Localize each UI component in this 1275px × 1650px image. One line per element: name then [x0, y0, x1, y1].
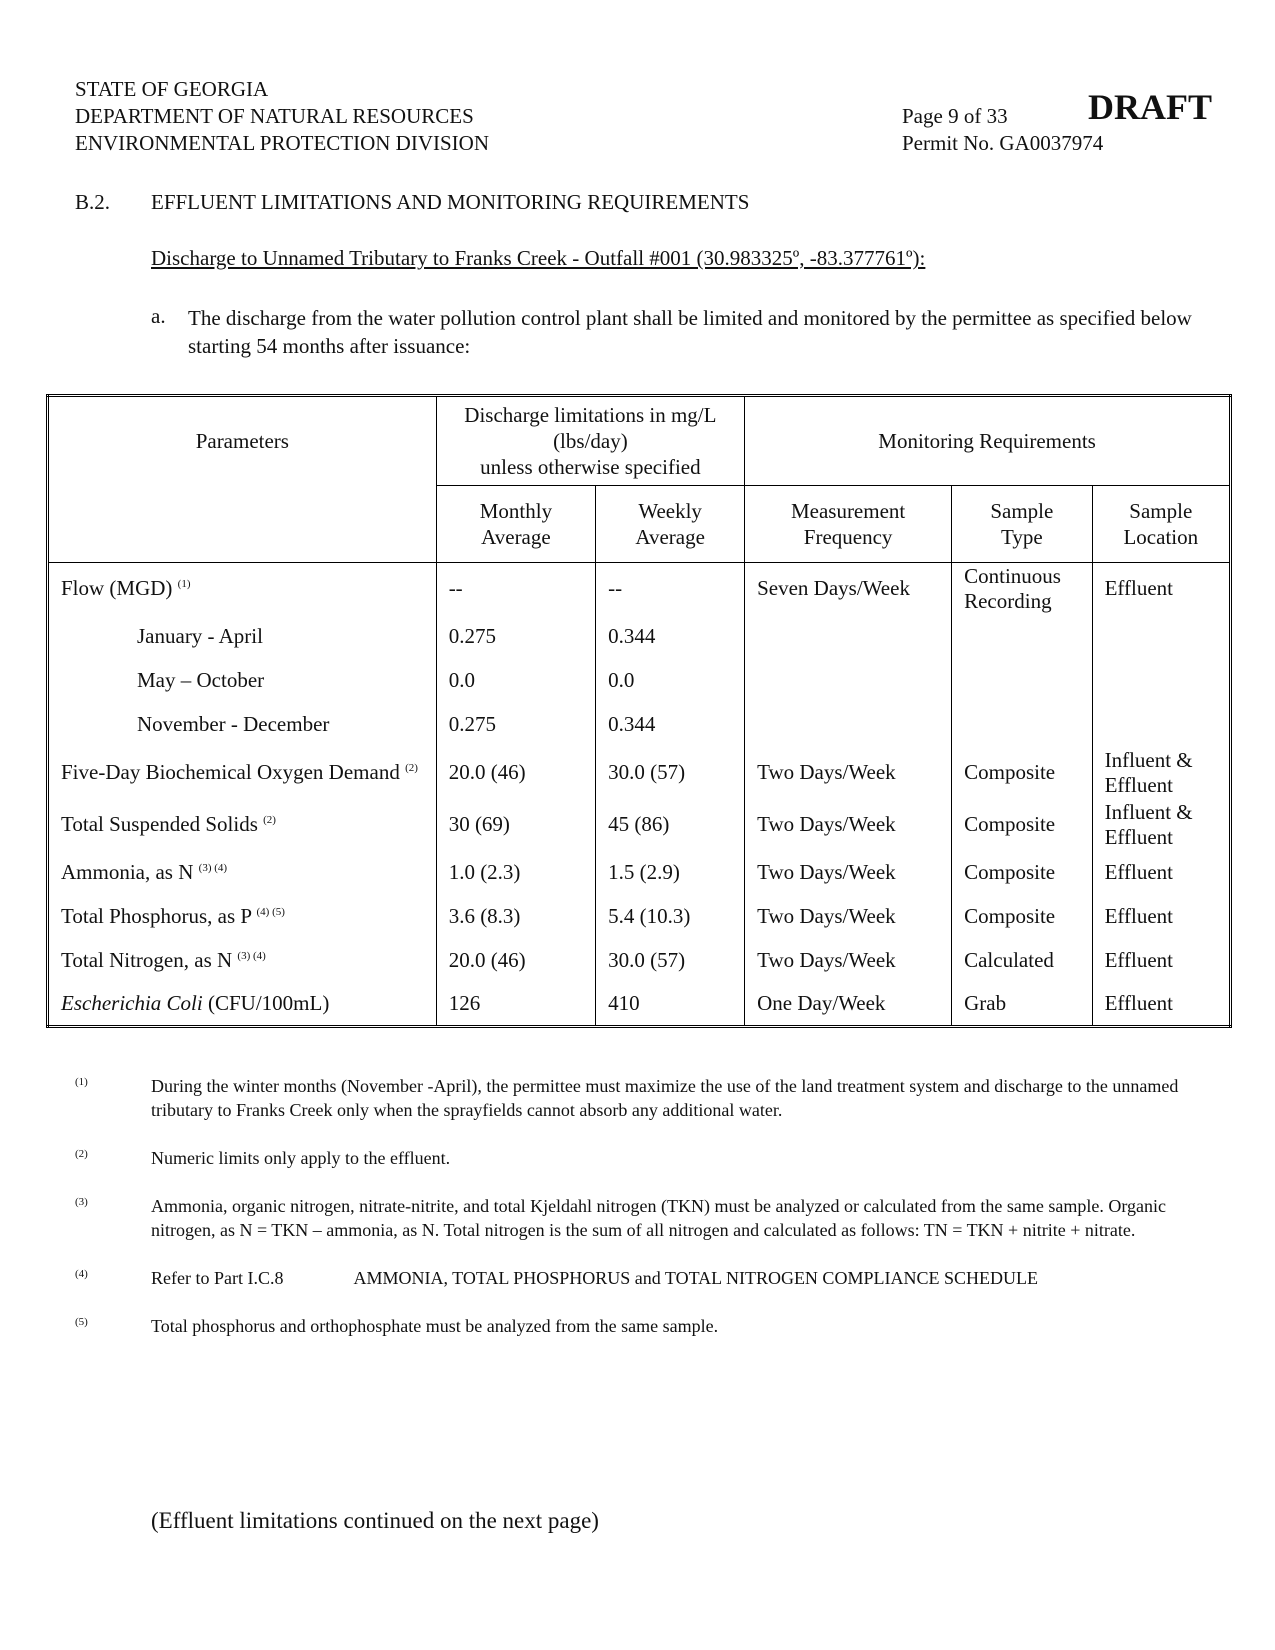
footnote-mark: (4)	[75, 1268, 88, 1280]
discharge-heading: Discharge to Unnamed Tributary to Franks Creek - Outfall #001 (30.983325º, -83.377761º):	[151, 246, 926, 270]
footnote	[75, 1314, 1205, 1338]
monthly-average-cell: 30 (69)	[436, 799, 595, 851]
footnote	[75, 1194, 1205, 1242]
frequency-cell: Two Days/Week	[745, 747, 952, 799]
row-parameter	[48, 563, 437, 615]
frequency-cell: Two Days/Week	[745, 939, 952, 983]
header-monthly-average	[436, 486, 595, 563]
header-monitoring: Monitoring Requirements	[745, 396, 1231, 486]
row-parameter	[48, 983, 437, 1027]
parameter-name: Five-Day Biochemical Oxygen Demand	[61, 760, 400, 784]
sample-location-cell: Effluent	[1092, 851, 1230, 895]
header-sample-location	[1092, 486, 1230, 563]
footnote-reference: Refer to Part I.C.8	[151, 1268, 284, 1288]
table-row	[48, 799, 1231, 851]
frequency-cell: Two Days/Week	[745, 799, 952, 851]
row-parameter	[48, 895, 437, 939]
row-parameter	[48, 939, 437, 983]
row-parameter	[48, 851, 437, 895]
sample-location-cell: Effluent	[1092, 563, 1230, 615]
footnote-ref: (3) (4)	[237, 950, 266, 962]
sample-location-cell: Influent & Effluent	[1092, 799, 1230, 851]
sample-location-cell	[1092, 615, 1230, 659]
sample-type-cell	[952, 659, 1092, 703]
footnote	[75, 1074, 1205, 1122]
footnotes	[75, 1074, 1205, 1362]
row-parameter	[48, 747, 437, 799]
footnote-ref: (4) (5)	[256, 906, 285, 918]
page-info	[902, 103, 1103, 157]
sample-location-cell	[1092, 703, 1230, 747]
header-monthly-line1: Monthly	[479, 499, 553, 523]
footnote-text: Total phosphorus and orthophosphate must be analyzed from the same sample.	[151, 1316, 719, 1336]
sample-location-cell: Effluent	[1092, 939, 1230, 983]
monthly-average-cell: 0.0	[436, 659, 595, 703]
weekly-average-cell: 410	[596, 983, 745, 1027]
header-monthly-line2: Average	[481, 525, 551, 549]
sample-location-cell	[1092, 659, 1230, 703]
header-discharge-line1: Discharge limitations in mg/L	[464, 403, 717, 427]
header-freq-line2: Frequency	[803, 525, 893, 549]
header-discharge-limitations	[436, 396, 744, 486]
footnote-ref: (3) (4)	[198, 862, 228, 874]
weekly-average-cell: 30.0 (57)	[596, 747, 745, 799]
table-row	[48, 563, 1231, 615]
row-parameter	[48, 799, 437, 851]
table-row	[48, 851, 1231, 895]
agency-division: ENVIRONMENTAL PROTECTION DIVISION	[75, 131, 490, 155]
page-number: Page 9 of 33	[902, 104, 1008, 128]
header-parameters-blank	[48, 486, 437, 563]
weekly-average-cell: 0.344	[596, 615, 745, 659]
permit-number: Permit No. GA0037974	[902, 131, 1104, 155]
frequency-cell: Two Days/Week	[745, 895, 952, 939]
parameter-name: Flow (MGD)	[61, 576, 173, 601]
frequency-cell: Seven Days/Week	[745, 563, 952, 615]
effluent-limits-table	[46, 394, 1232, 1028]
footnote-text: Numeric limits only apply to the effluent.	[151, 1148, 451, 1168]
continued-note: (Effluent limitations continued on the next page)	[151, 1508, 599, 1533]
sample-type-cell	[952, 615, 1092, 659]
sample-type-cell: Composite	[952, 895, 1092, 939]
row-parameter: November - December	[48, 703, 437, 747]
parameter-name: Total Phosphorus, as P	[61, 904, 252, 928]
footnote-ref: (1)	[177, 578, 191, 591]
header-discharge-line3: unless otherwise specified	[480, 455, 701, 479]
footnote-text	[151, 1266, 1205, 1290]
row-parameter: May – October	[48, 659, 437, 703]
weekly-average-cell: 30.0 (57)	[596, 939, 745, 983]
monthly-average-cell: 0.275	[436, 615, 595, 659]
header-discharge-line2: (lbs/day)	[553, 429, 628, 453]
sample-type-cell: Composite	[952, 799, 1092, 851]
weekly-average-cell: 45 (86)	[596, 799, 745, 851]
sample-type-cell: Calculated	[952, 939, 1092, 983]
sample-type-cell: Grab	[952, 983, 1092, 1027]
footnote-mark: (1)	[75, 1076, 88, 1088]
footnote	[75, 1266, 1205, 1290]
weekly-average-cell: 5.4 (10.3)	[596, 895, 745, 939]
frequency-cell	[745, 659, 952, 703]
frequency-cell: Two Days/Week	[745, 851, 952, 895]
sample-location-cell: Effluent	[1092, 895, 1230, 939]
parameter-name: Ammonia, as N	[61, 860, 194, 884]
sample-type-cell: Continuous Recording	[952, 563, 1092, 615]
parameter-name-italic: Escherichia Coli	[61, 991, 203, 1016]
header-loc-line1: Sample	[1129, 499, 1193, 523]
monthly-average-cell: 3.6 (8.3)	[436, 895, 595, 939]
monthly-average-cell: 126	[436, 983, 595, 1027]
header-sample-type	[952, 486, 1092, 563]
sample-location-cell: Influent & Effluent	[1092, 747, 1230, 799]
header-weekly-line1: Weekly	[638, 499, 702, 523]
monthly-average-cell: 20.0 (46)	[436, 747, 595, 799]
sample-type-cell: Composite	[952, 851, 1092, 895]
header-measurement-frequency	[745, 486, 952, 563]
weekly-average-cell: 0.0	[596, 659, 745, 703]
agency-state: STATE OF GEORGIA	[75, 77, 269, 101]
footnote-ref: (2)	[405, 762, 418, 774]
monthly-average-cell: --	[436, 563, 595, 615]
frequency-cell	[745, 615, 952, 659]
table-row	[48, 659, 1231, 703]
header-loc-line2: Location	[1123, 525, 1199, 549]
header-type-line1: Sample	[990, 499, 1054, 523]
parameter-name: Total Suspended Solids	[61, 812, 258, 836]
monthly-average-cell: 0.275	[436, 703, 595, 747]
paragraph-text: The discharge from the water pollution control plant shall be limited and monitored by the permittee as specified below starting 54 months after issuance:	[188, 306, 1192, 358]
weekly-average-cell: 0.344	[596, 703, 745, 747]
footnote-ref: (2)	[263, 814, 276, 826]
footnote-text: During the winter months (November -April), the permittee must maximize the use of the land treatment system and discharge to the unnamed tributary to Franks Creek only when the sprayfields cannot absorb any additional water.	[151, 1076, 1179, 1120]
paragraph-label: a.	[151, 304, 166, 328]
header-weekly-average	[596, 486, 745, 563]
agency-header	[75, 76, 489, 157]
table-row	[48, 895, 1231, 939]
footnote-text: Ammonia, organic nitrogen, nitrate-nitrite, and total Kjeldahl nitrogen (TKN) must be analyzed or calculated from the same sample. Organic nitrogen, as N = TKN – ammonia, as N. Total nitrogen is the sum of all nitrogen and calculated as follows: TN = TKN + nitrite + nitrate.	[151, 1196, 1167, 1240]
table-row	[48, 983, 1231, 1027]
sample-type-cell: Composite	[952, 747, 1092, 799]
footnote-mark: (3)	[75, 1196, 88, 1208]
sample-type-cell	[952, 703, 1092, 747]
header-freq-line1: Measurement	[790, 499, 906, 523]
header-weekly-line2: Average	[635, 525, 705, 549]
draft-watermark: DRAFT	[1088, 87, 1212, 127]
footnote-schedule-title: AMMONIA, TOTAL PHOSPHORUS and TOTAL NITROGEN COMPLIANCE SCHEDULE	[353, 1268, 1038, 1288]
row-parameter: January - April	[48, 615, 437, 659]
table-row	[48, 747, 1231, 799]
section-number: B.2.	[75, 190, 111, 214]
weekly-average-cell: --	[596, 563, 745, 615]
footnote-mark: (5)	[75, 1316, 88, 1328]
footnote	[75, 1146, 1205, 1170]
parameter-name: Total Nitrogen, as N	[61, 948, 233, 972]
frequency-cell	[745, 703, 952, 747]
table-row	[48, 703, 1231, 747]
table-row	[48, 615, 1231, 659]
header-type-line2: Type	[1001, 525, 1043, 549]
monthly-average-cell: 1.0 (2.3)	[436, 851, 595, 895]
weekly-average-cell: 1.5 (2.9)	[596, 851, 745, 895]
footnote-mark: (2)	[75, 1148, 88, 1160]
header-parameters: Parameters	[48, 396, 437, 486]
section-title: EFFLUENT LIMITATIONS AND MONITORING REQUIREMENTS	[151, 190, 750, 214]
parameter-unit: (CFU/100mL)	[202, 991, 330, 1016]
table-row	[48, 939, 1231, 983]
frequency-cell: One Day/Week	[745, 983, 952, 1027]
sample-location-cell: Effluent	[1092, 983, 1230, 1027]
monthly-average-cell: 20.0 (46)	[436, 939, 595, 983]
agency-department: DEPARTMENT OF NATURAL RESOURCES	[75, 104, 474, 128]
